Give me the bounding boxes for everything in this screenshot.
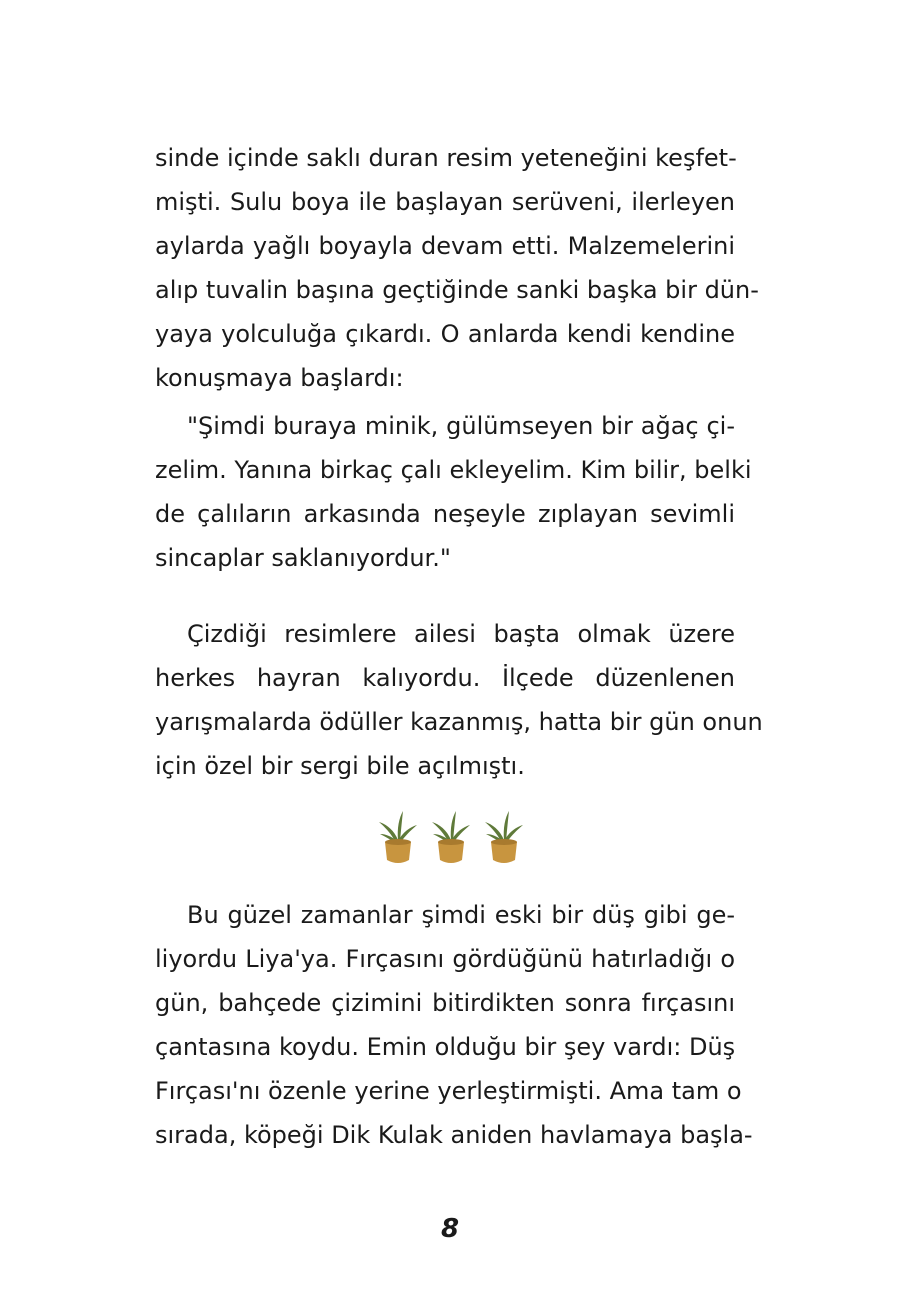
page-number: 8 xyxy=(440,1214,460,1244)
text-line: zelim. Yanına birkaç çalı ekleyelim. Kim bilir, belki xyxy=(155,456,752,484)
text-line: konuşmaya başlardı: xyxy=(155,364,404,392)
text-line: alıp tuvalin başına geçtiğinde sanki başka bir dün- xyxy=(155,276,759,304)
potted-plant-icon xyxy=(482,810,526,866)
text-line: mişti. Sulu boya ile başlayan serüveni, ilerleyen xyxy=(155,188,735,216)
potted-plant-icon xyxy=(429,810,473,866)
text-line: aylarda yağlı boyayla devam etti. Malzemelerini xyxy=(155,232,735,260)
text-line: gün, bahçede çizimini bitirdikten sonra fırçasını xyxy=(155,989,735,1017)
text-line: "Şimdi buraya minik, gülümseyen bir ağaç çi- xyxy=(187,412,735,440)
paragraph-1 xyxy=(155,136,759,400)
text-line: için özel bir sergi bile açılmıştı. xyxy=(155,752,525,780)
text-line: liyordu Liya'ya. Fırçasını gördüğünü hatırladığı o xyxy=(155,945,735,973)
text-line: sinde içinde saklı duran resim yeteneğini keşfet- xyxy=(155,144,737,172)
paragraph-4 xyxy=(155,893,753,1157)
text-line: sincaplar saklanıyordur." xyxy=(155,544,451,572)
potted-plant-icon xyxy=(376,810,420,866)
paragraph-3 xyxy=(155,612,763,788)
text-line: herkes hayran kalıyordu. İlçede düzenlenen xyxy=(155,664,735,692)
text-line: yaya yolculuğa çıkardı. O anlarda kendi kendine xyxy=(155,320,735,348)
text-line: çantasına koydu. Emin olduğu bir şey vardı: Düş xyxy=(155,1033,736,1061)
text-line: yarışmalarda ödüller kazanmış, hatta bir gün onun xyxy=(155,708,763,736)
text-line: Bu güzel zamanlar şimdi eski bir düş gibi ge- xyxy=(187,901,735,929)
paragraph-2 xyxy=(155,404,752,580)
text-line: Çizdiği resimlere ailesi başta olmak üzere xyxy=(187,620,735,648)
section-divider-ornament xyxy=(376,810,526,866)
text-line: sırada, köpeği Dik Kulak aniden havlamaya başla- xyxy=(155,1121,753,1149)
text-line: de çalıların arkasında neşeyle zıplayan sevimli xyxy=(155,500,735,528)
text-line: Fırçası'nı özenle yerine yerleştirmişti. Ama tam o xyxy=(155,1077,742,1105)
